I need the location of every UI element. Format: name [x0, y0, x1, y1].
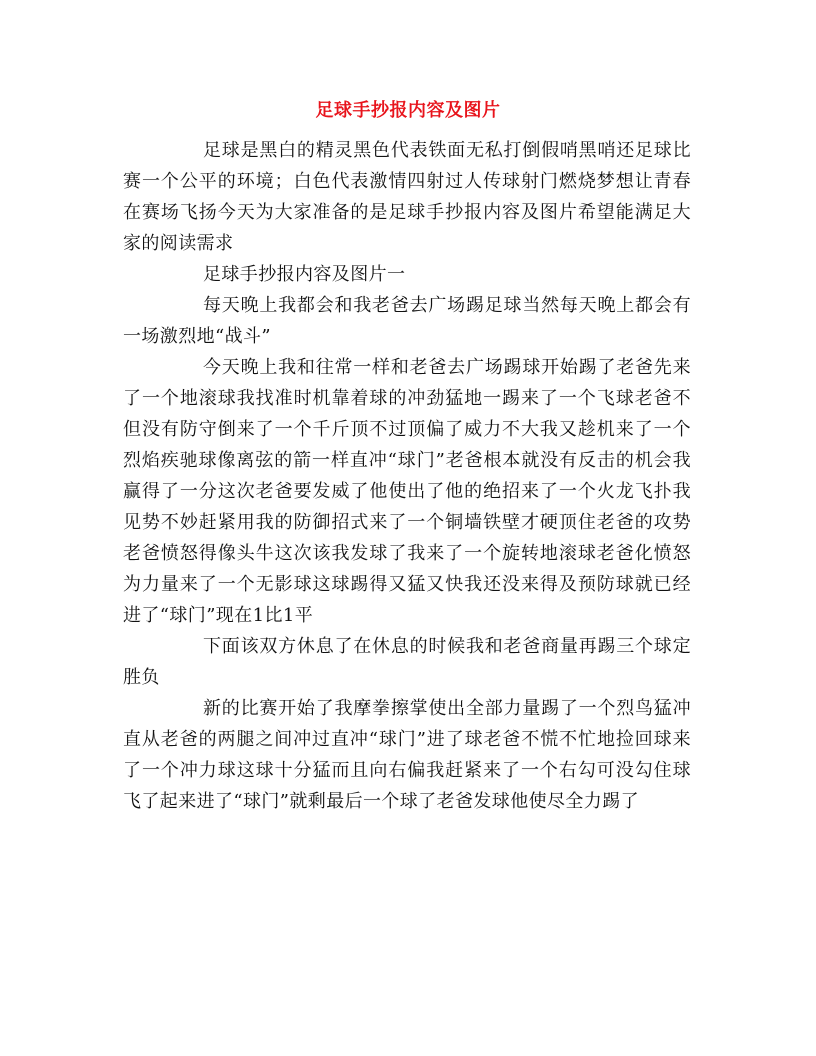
document-body: [123, 135, 691, 817]
paragraph-intro: 足球是黑白的精灵黑色代表铁面无私打倒假哨黑哨还足球比赛一个公平的环境；白色代表激情四射过人传球射门燃烧梦想让青春在赛场飞扬今天为大家准备的是足球手抄报内容及图片希望能满足大家的阅读需求: [123, 140, 691, 254]
document-title: 足球手抄报内容及图片: [315, 100, 501, 121]
paragraph-4: 新的比赛开始了我摩拳擦掌使出全部力量踢了一个烈鸟猛冲直从老爸的两腿之间冲过直冲“球门”进了球老爸不慌不忙地捡回球来了一个冲力球这球十分猛而且向右偏我赶紧来了一个右勾可没勾住球飞了起来进了“球门”就剩最后一个球了老爸发球他使尽全力踢了: [123, 698, 691, 812]
paragraph-2: 今天晚上我和往常一样和老爸去广场踢球开始踢了老爸先来了一个地滚球我找准时机靠着球的冲劲猛地一踢来了一个飞球老爸不但没有防守倒来了一个千斤顶不过顶偏了威力不大我又趁机来了一个烈焰疾驰球像离弦的箭一样直冲“球门”老爸根本就没有反击的机会我赢得了一分这次老爸要发威了他使出了他的绝招来了一个火龙飞扑我见势不妙赶紧用我的防御招式来了一个铜墙铁壁才硬顶住老爸的攻势老爸愤怒得像头牛这次该我发球了我来了一个旋转地滚球老爸化愤怒为力量来了一个无影球这球踢得又猛又快我还没来得及预防球就已经进了“球门”现在1比1平: [123, 357, 691, 626]
paragraph-1: 每天晚上我都会和我老爸去广场踢足球当然每天晚上都会有一场激烈地“战斗”: [123, 295, 691, 347]
paragraph-3: 下面该双方休息了在休息的时候我和老爸商量再踢三个球定胜负: [123, 636, 691, 688]
paragraph-section-heading: 足球手抄报内容及图片一: [203, 264, 406, 285]
